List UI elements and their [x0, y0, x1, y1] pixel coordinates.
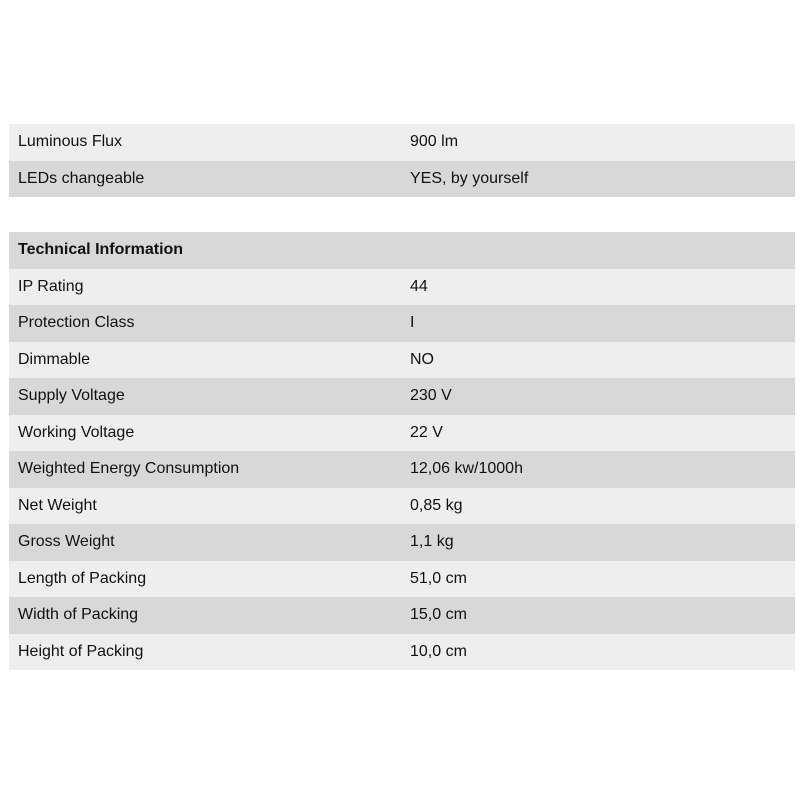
spec-row-working-voltage	[9, 415, 795, 452]
spec-label: IP Rating	[18, 277, 84, 295]
spec-label: Dimmable	[18, 350, 91, 368]
spec-value: 44	[410, 277, 428, 295]
spec-row-dimmable	[9, 342, 795, 379]
spec-value: NO	[410, 350, 434, 368]
spec-label: Working Voltage	[18, 423, 135, 441]
spec-value: I	[410, 314, 415, 332]
spec-label: Height of Packing	[18, 642, 144, 660]
spec-value: 0,85 kg	[410, 496, 463, 514]
spec-value: YES, by yourself	[410, 169, 529, 187]
spec-row-weighted-energy-consumption	[9, 451, 795, 488]
spec-label: Gross Weight	[18, 533, 115, 551]
spec-row-protection-class	[9, 305, 795, 342]
spec-value: 230 V	[410, 387, 452, 405]
spec-row-height-of-packing	[9, 634, 795, 671]
spec-value: 1,1 kg	[410, 533, 454, 551]
spec-value: 900 lm	[410, 133, 459, 151]
spec-value: 12,06 kw/1000h	[410, 460, 523, 478]
spec-label: Luminous Flux	[18, 133, 123, 151]
spec-value: 10,0 cm	[410, 642, 467, 660]
spec-label: Net Weight	[18, 496, 97, 514]
spec-row-gross-weight	[9, 524, 795, 561]
spec-label: Length of Packing	[18, 569, 147, 587]
spec-row-net-weight	[9, 488, 795, 525]
spec-row-leds-changeable	[9, 161, 795, 198]
spec-label: Protection Class	[18, 314, 135, 332]
spec-label: Supply Voltage	[18, 387, 125, 405]
spec-label: LEDs changeable	[18, 169, 145, 187]
spec-label: Weighted Energy Consumption	[18, 460, 240, 478]
spec-value: 22 V	[410, 423, 443, 441]
top-spec-table	[9, 124, 795, 197]
spec-row-width-of-packing	[9, 597, 795, 634]
spec-row-length-of-packing	[9, 561, 795, 598]
spec-value: 15,0 cm	[410, 606, 467, 624]
spec-label: Width of Packing	[18, 606, 139, 624]
spec-row-luminous-flux	[9, 124, 795, 161]
technical-information-table	[9, 232, 795, 670]
spec-value: 51,0 cm	[410, 569, 467, 587]
spec-row-supply-voltage	[9, 378, 795, 415]
spec-row-ip-rating	[9, 269, 795, 306]
table-header: Technical Information	[9, 232, 795, 269]
